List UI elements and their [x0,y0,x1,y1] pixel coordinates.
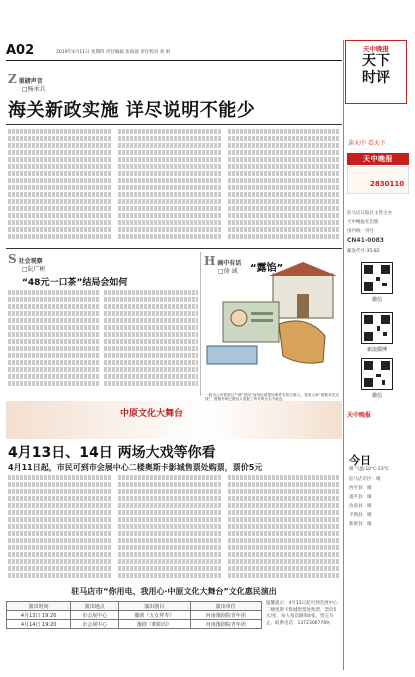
article2-column2 [104,290,198,395]
section2-mark: S [8,252,17,266]
culture-column1 [8,475,112,583]
section-divider [6,248,342,249]
qr-code-1[interactable] [361,262,393,294]
cartoon-card-line1 [251,312,273,315]
brand-top: 天中晚报 [363,45,389,53]
column-divider [200,252,201,396]
cartoon-caption: 一段为公司冒诺过户被“冒用”身份证被冒用事件告知当事人，冒用人称“被要求先还钱”，报错号码已被找人电报了的号码全名不能也。 [205,393,339,401]
schedule-header-row [7,602,262,611]
schedule-cell: 市会展中心 [71,620,119,629]
qr-label-3: 微信 [371,393,382,399]
weather-day: 今日 [349,454,371,467]
section1-mark: Z [8,72,17,86]
section2-byline-wrap [22,264,46,273]
qr-label-1: 微信 [371,297,382,303]
red-promo-bar: 天中晚报 [347,153,409,165]
brand-line1: 天下 [362,53,390,69]
schedule-cell: 4月13日 19:20 [7,611,71,620]
qr-code-3[interactable] [361,358,393,390]
weather-line1: 晴 气温:10℃-23℃ [349,467,389,472]
weather-line6: 平舆县：晴 [349,513,372,518]
right-footer: 天中晚报 [347,412,372,419]
qr-code-2[interactable] [361,312,393,344]
schedule-cell: 豫剧《五女拜寿》 [119,611,190,620]
article2-column1 [8,290,100,395]
culture-column3 [228,475,340,583]
weather-line2: 驻马店市区：晴 [349,477,381,482]
schedule-header: 演出时间 [7,602,71,611]
section3-tag-label: 画中有话 [217,260,242,267]
schedule-table [6,601,262,629]
article1-column2 [118,129,222,244]
schedule-cell: 4月14日 19:20 [7,620,71,629]
cartoon-face [231,310,247,326]
read-slogan: 读天中 看天下 [348,140,386,147]
culture-subtitle: 4月11日起，市民可到市会展中心二楼奥斯卡影城售票处购票，票价5元 [8,463,263,472]
section3-byline: □徐 诚 [218,268,238,275]
weather-line5: 汝南县：晴 [349,504,372,509]
cartoon-door [297,294,309,318]
section1-byline-wrap [22,84,46,93]
address-line3: 国内统一刊号 [347,229,374,234]
address-line5: 邮发代号:35-82 [347,249,380,254]
performance-banner: 驻马店市“你用电、我用心·中原文化大舞台”文化惠民演出 [71,587,277,596]
cartoon-hand [279,321,325,363]
schedule-header: 演出地点 [71,602,119,611]
section1-byline: □杨承兵 [22,86,46,93]
schedule-cell: 河南豫剧院青年团 [190,620,262,629]
culture-column2 [118,475,222,583]
cartoon-title: “露馅” [250,263,284,274]
culture-title: 4月13日、14日 两场大戏等你看 [8,445,216,461]
address-line2: 天中晚报社出版 [347,220,379,225]
column-brand [345,40,407,104]
ad-number: 2830110 [370,180,405,188]
qr-label-2: 新浪微博 [366,347,387,353]
weather-line3: 西平县：晴 [349,486,372,491]
address-line1: 驻马店日报社主管主办 [347,211,392,216]
schedule-header: 演出单位 [190,602,262,611]
cartoon-roof [269,262,337,276]
weather-line4: 遂平县：晴 [349,495,372,500]
headline-rule [6,124,342,125]
schedule-cell: 豫剧《朝阳沟》 [119,620,190,629]
page-header [6,43,342,61]
booking-note: 温馨提示：4月11日起可到会展中心二楼奥斯卡影城售票处购票，票价5元/张，每人每次限购4张，售完为止。联系电话：13723067789。 [266,601,338,626]
right-column-divider [343,40,344,670]
culture-logo: 中原文化大舞台 [120,409,184,419]
section1-tag-label: 重磅声音 [18,78,43,85]
section2-title: “48元一口茶”结局会如何 [22,278,128,288]
cartoon-card-line2 [251,319,273,322]
table-row [7,620,262,629]
schedule-cell: 市会展中心 [71,611,119,620]
weather-line7: 新蔡县：晴 [349,522,372,527]
address-line4: CN41-0083 [347,237,384,244]
section2-tag-label: 社会观察 [18,258,43,265]
schedule-header: 演出剧目 [119,602,190,611]
section2-byline: □阮广彬 [22,266,46,273]
headline: 海关新政实施 详尽说明不能少 [8,100,256,121]
article1-column1 [8,129,112,244]
header-line: 2019年4月11日 星期四 责任编辑 张海波 责任校对 刘 娟 [56,50,171,55]
section3-mark: H [204,254,216,268]
cartoon-illustration [203,262,341,392]
article1-column3 [228,129,340,244]
cartoon-caption-wrap [205,393,339,401]
cartoon-paper [207,346,257,364]
page-number: A02 [6,43,35,58]
table-row [7,611,262,620]
brand-line2: 时评 [362,70,390,86]
schedule-cell: 河南豫剧院青年团 [190,611,262,620]
